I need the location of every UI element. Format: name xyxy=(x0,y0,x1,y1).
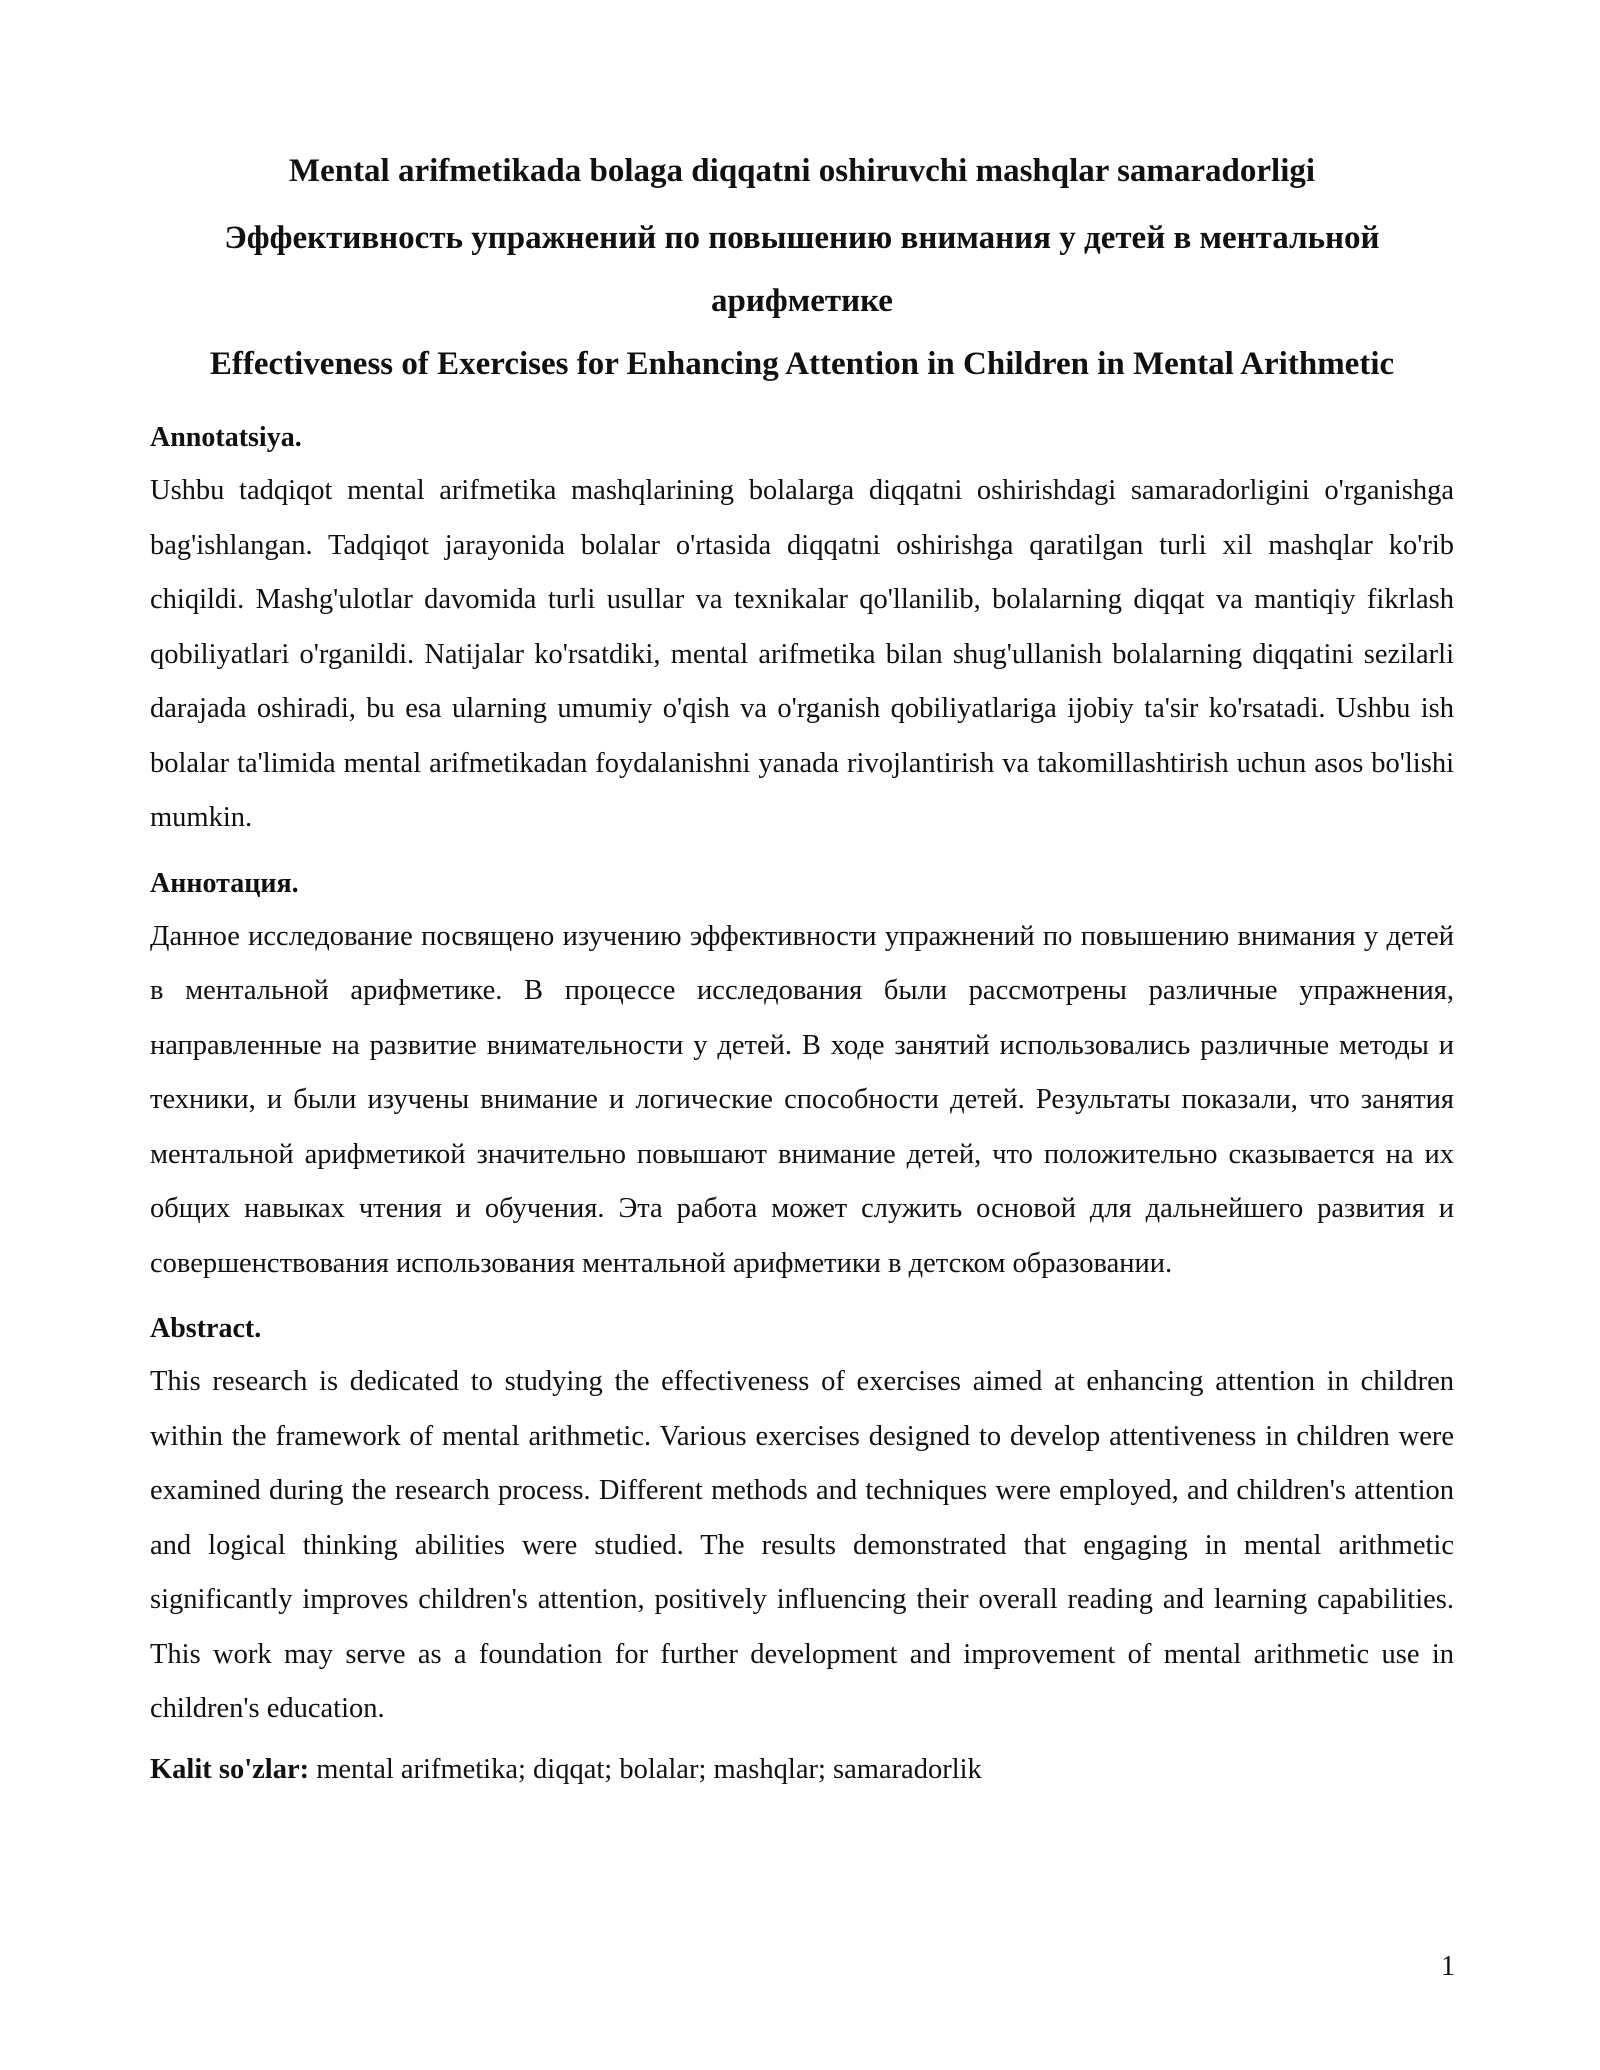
title-uzbek: Mental arifmetikada bolaga diqqatni oshiruvchi mashqlar samaradorligi xyxy=(288,153,1316,189)
abstract-english-text: This research is dedicated to studying the effectiveness of exercises aimed at enhancing attention in children within the framework of mental arithmetic. Various exercises designed to develop attentiveness in children were examined during the research process. Different methods and techniques were employed, and children's attention and logical thinking abilities were studied. The results demonstrated that engaging in mental arithmetic significantly improves children's attention, positively influencing their overall reading and learning capabilities. This work may serve as a foundation for further development and improvement of mental arithmetic use in children's education. xyxy=(150,1366,1454,1724)
annotation-russian-section xyxy=(150,864,1454,1292)
keywords-line xyxy=(150,1743,1454,1797)
annotation-russian-text: Данное исследование посвящено изучению эффективности упражнений по повышению внимания у детей в ментальной арифметике. В процессе исследования были рассмотрены различные упражнения, направленные на развитие внимательности у детей. В ходе занятий использовались различные методы и техники, и были изучены внимание и логические способности детей. Результаты показали, что занятия ментальной арифметикой значительно повышают внимание детей, что положительно сказывается на их общих навыках чтения и обучения. Эта работа может служить основой для дальнейшего развития и совершенствования использования ментальной арифметики в детском образовании. xyxy=(150,920,1454,1279)
page-number: 1 xyxy=(1441,1951,1455,1982)
annotation-uzbek-text: Ushbu tadqiqot mental arifmetika mashqlarining bolalarga diqqatni oshirishdagi samaradorligini o'rganishga bag'ishlangan. Tadqiqot jarayonida bolalar o'rtasida diqqatni oshirishga qaratilgan turli xil mashqlar ko'rib chiqildi. Mashg'ulotlar davomida turli usullar va texnikalar qo'llanilib, bolalarning diqqat va mantiqiy fikrlash qobiliyatlari o'rganildi. Natijalar ko'rsatdiki, mental arifmetika bilan shug'ullanish bolalarning diqqatini sezilarli darajada oshiradi, bu esa ularning umumiy o'qish va o'rganish qobiliyatlariga ijobiy ta'sir ko'rsatadi. Ushbu ish bolalar ta'limida mental arifmetikadan foydalanishni yanada rivojlantirish va takomillashtirish uchun asos bo'lishi mumkin. xyxy=(150,475,1454,833)
abstract-english-heading: Abstract. xyxy=(150,1313,262,1344)
title-block xyxy=(150,140,1454,396)
annotation-russian-heading: Аннотация. xyxy=(150,867,299,899)
keywords-label: Kalit so'zlar: xyxy=(150,1753,310,1785)
title-english: Effectiveness of Exercises for Enhancing Attention in Children in Mental Arithmetic xyxy=(209,346,1395,382)
annotation-uzbek-section xyxy=(150,418,1454,846)
keywords-text: mental arifmetika; diqqat; bolalar; mashqlar; samaradorlik xyxy=(309,1753,982,1785)
document-content xyxy=(150,140,1454,1797)
annotation-uzbek-heading: Annotatsiya. xyxy=(150,422,302,453)
abstract-english-section xyxy=(150,1309,1454,1737)
title-russian: Эффективность упражнений по повышению внимания у детей в ментальной арифметике xyxy=(224,220,1380,319)
